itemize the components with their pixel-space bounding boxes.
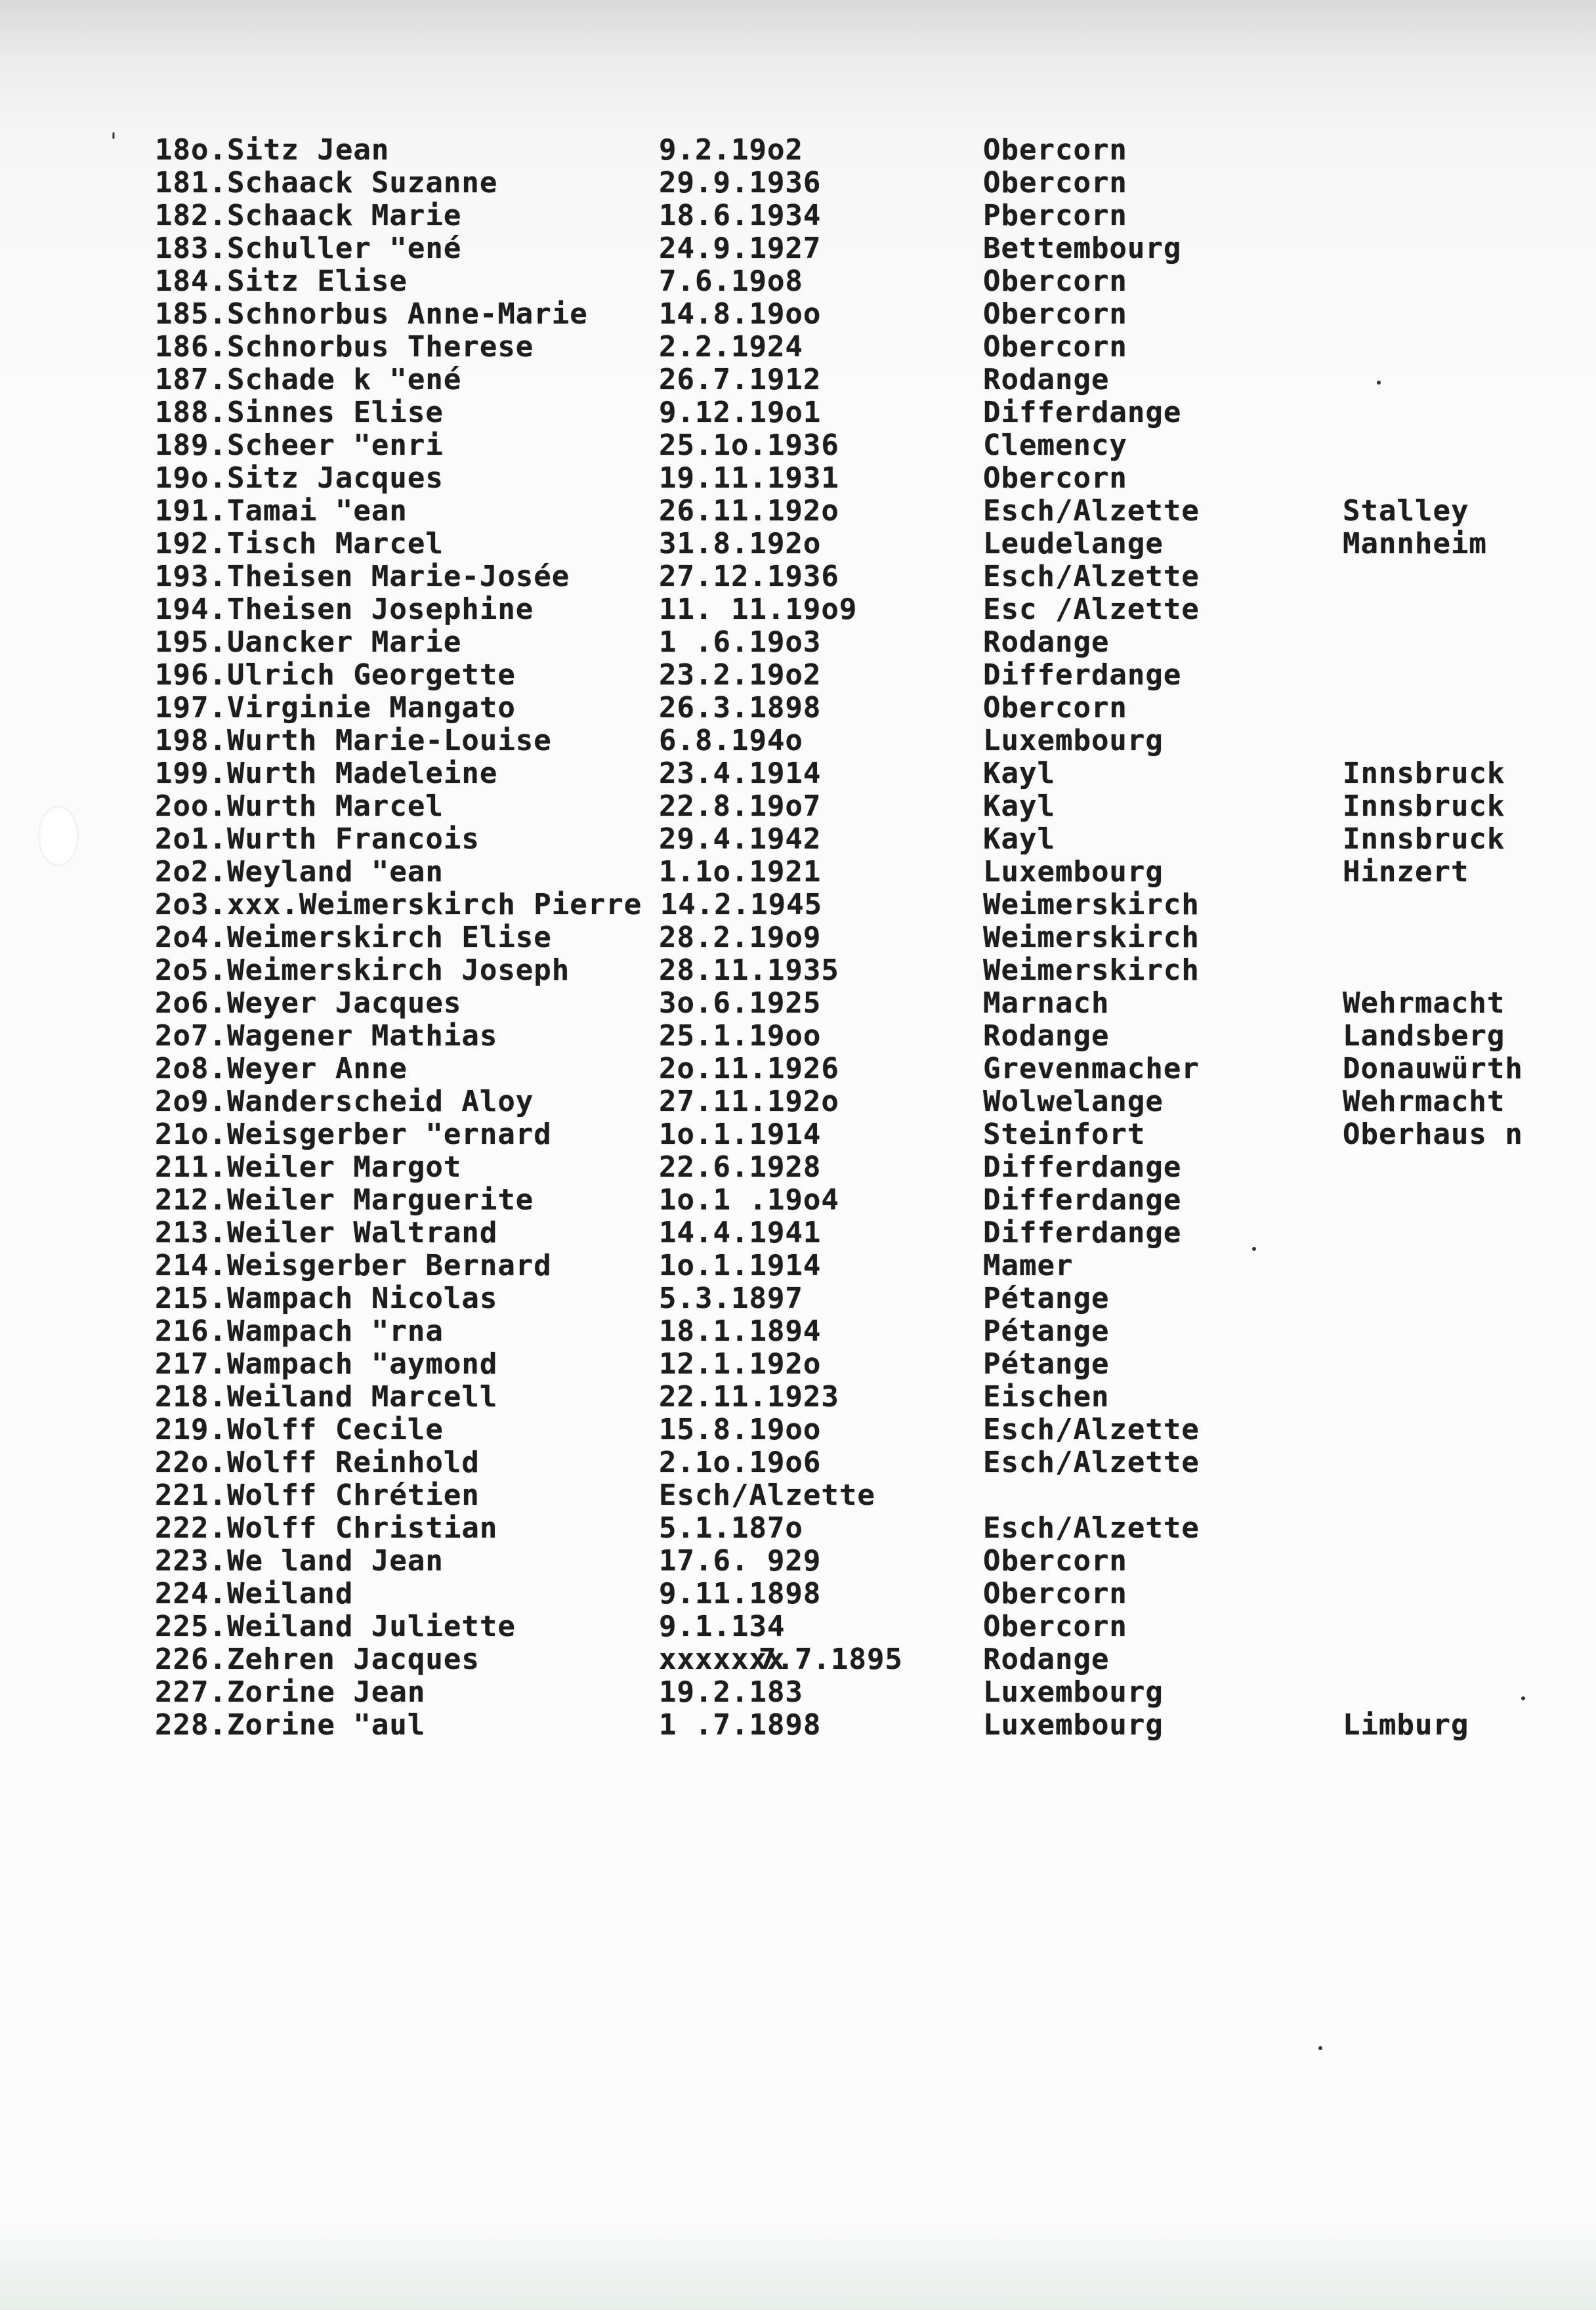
birth-date: 1.1o.1921 <box>659 855 822 889</box>
birth-date: 27.11.192o <box>659 1085 839 1118</box>
birth-date: 9.2.19o2 <box>659 133 803 167</box>
person-name: 2o8.Weyer Anne <box>155 1052 408 1085</box>
birth-date: 18.1.1894 <box>659 1314 822 1348</box>
birth-date: 1o.1 .19o4 <box>659 1183 839 1217</box>
person-name: 189.Scheer "enri <box>155 429 444 462</box>
list-item <box>0 1709 1596 1742</box>
person-name: 21o.Weisgerber "ernard <box>155 1118 552 1151</box>
birth-date: 2.1o.19o6 <box>659 1446 822 1479</box>
birth-date: 1 .6.19o3 <box>659 625 822 659</box>
place: Bettembourg <box>983 232 1182 265</box>
note: Innsbruck <box>1343 757 1505 790</box>
list-item <box>0 1479 1596 1512</box>
person-name: 2o9.Wanderscheid Aloy <box>155 1085 534 1118</box>
birth-date: 5.3.1897 <box>659 1282 803 1315</box>
place: Eischen <box>983 1380 1110 1414</box>
list-item <box>0 593 1596 626</box>
birth-date: 6.8.194o <box>659 724 803 757</box>
list-item <box>0 167 1596 200</box>
list-item <box>0 921 1596 954</box>
place: Pbercorn <box>983 199 1127 232</box>
place: Obercorn <box>983 1577 1127 1610</box>
person-name: 18o.Sitz Jean <box>155 133 390 167</box>
person-name: 188.Sinnes Elise <box>155 396 444 429</box>
birth-date: Esch/Alzette <box>659 1479 875 1512</box>
birth-date: 23.2.19o2 <box>659 658 822 692</box>
person-name: 222.Wolff Christian <box>155 1511 498 1545</box>
birth-date: 25.1o.1936 <box>659 429 839 462</box>
place: Differdange <box>983 1183 1182 1217</box>
person-name: 2o3.xxx.Weimerskirch Pierre 14.2.1945 <box>155 888 823 921</box>
birth-date: 14.4.1941 <box>659 1216 822 1250</box>
birth-date: 22.11.1923 <box>659 1380 839 1414</box>
birth-date: 15.8.19oo <box>659 1413 822 1446</box>
place: Esch/Alzette <box>983 560 1200 593</box>
list-item <box>0 823 1596 856</box>
person-name: 183.Schuller "ené <box>155 232 462 265</box>
note: Innsbruck <box>1343 822 1505 856</box>
birth-date: 27.12.1936 <box>659 560 839 593</box>
note: Hinzert <box>1343 855 1469 889</box>
person-name: 215.Wampach Nicolas <box>155 1282 498 1315</box>
birth-date: 1o.1.1914 <box>659 1118 822 1151</box>
birth-date: 22.6.1928 <box>659 1150 822 1184</box>
place: Rodange <box>983 625 1110 659</box>
place: Pétange <box>983 1282 1110 1315</box>
list-item <box>0 1282 1596 1315</box>
place: Obercorn <box>983 691 1127 724</box>
birth-date: 1 .7.1898 <box>659 1708 822 1742</box>
place: Pétange <box>983 1347 1110 1381</box>
place: Obercorn <box>983 166 1127 200</box>
birth-date: 26.3.1898 <box>659 691 822 724</box>
person-name: 211.Weiler Margot <box>155 1150 462 1184</box>
birth-date: 5.1.187o <box>659 1511 803 1545</box>
person-name: 191.Tamai "ean <box>155 494 408 528</box>
person-name: 185.Schnorbus Anne-Marie <box>155 297 588 331</box>
birth-date: 28.2.19o9 <box>659 921 822 954</box>
birth-date: 24.9.1927 <box>659 232 822 265</box>
list-item <box>0 1512 1596 1545</box>
birth-date: 12.1.192o <box>659 1347 822 1381</box>
list-item <box>0 1545 1596 1578</box>
list-item <box>0 298 1596 331</box>
place: Differdange <box>983 1150 1182 1184</box>
person-name: 212.Weiler Marguerite <box>155 1183 534 1217</box>
person-name: 216.Wampach "rna <box>155 1314 444 1348</box>
note: Innsbruck <box>1343 789 1505 823</box>
birth-date: 29.4.1942 <box>659 822 822 856</box>
list-item <box>0 396 1596 429</box>
place: Kayl <box>983 822 1055 856</box>
place: Weimerskirch <box>983 921 1200 954</box>
person-name: 182.Schaack Marie <box>155 199 462 232</box>
note: Stalley <box>1343 494 1469 528</box>
place: Rodange <box>983 1019 1110 1053</box>
birth-date: 9.11.1898 <box>659 1577 822 1610</box>
birth-date: 28.11.1935 <box>659 954 839 987</box>
list-item <box>0 200 1596 232</box>
place: Rodange <box>983 363 1110 396</box>
place: Clemency <box>983 429 1127 462</box>
list-item <box>0 1414 1596 1446</box>
place: Mamer <box>983 1249 1074 1282</box>
birth-date: 29.9.1936 <box>659 166 822 200</box>
birth-date: 23.4.1914 <box>659 757 822 790</box>
person-name: 198.Wurth Marie-Louise <box>155 724 552 757</box>
person-name: 2oo.Wurth Marcel <box>155 789 444 823</box>
list-item <box>0 1643 1596 1676</box>
birth-date: 19.2.183 <box>659 1675 803 1709</box>
place: Obercorn <box>983 461 1127 495</box>
list-item <box>0 1020 1596 1053</box>
person-name: 184.Sitz Elise <box>155 264 408 298</box>
person-name: 223.We land Jean <box>155 1544 444 1578</box>
person-name: 213.Weiler Waltrand <box>155 1216 498 1250</box>
list-item <box>0 626 1596 659</box>
place: Obercorn <box>983 330 1127 364</box>
list-item <box>0 1315 1596 1348</box>
birth-date: 2o.11.1926 <box>659 1052 839 1085</box>
person-name: 2o5.Weimerskirch Joseph <box>155 954 570 987</box>
person-name: 196.Ulrich Georgette <box>155 658 516 692</box>
place: Weimerskirch <box>983 954 1200 987</box>
list-item <box>0 331 1596 364</box>
place: Rodange <box>983 1643 1110 1676</box>
place: Obercorn <box>983 133 1127 167</box>
birth-date-typed: 7.7.1895 <box>759 1643 903 1676</box>
note: Landsberg <box>1343 1019 1505 1053</box>
place: Wolwelange <box>983 1085 1164 1118</box>
birth-date: 14.8.19oo <box>659 297 822 331</box>
list-item <box>0 1250 1596 1282</box>
place: Weimerskirch <box>983 888 1200 921</box>
list-item <box>0 1184 1596 1217</box>
person-name: 2o6.Weyer Jacques <box>155 986 462 1020</box>
birth-date: 22.8.19o7 <box>659 789 822 823</box>
birth-date: 11. 11.19o9 <box>659 593 858 626</box>
list-item <box>0 232 1596 265</box>
place: Luxembourg <box>983 855 1164 889</box>
list-item <box>0 1085 1596 1118</box>
list-item <box>0 954 1596 987</box>
list-item <box>0 1446 1596 1479</box>
list-item <box>0 1381 1596 1414</box>
place: Esc /Alzette <box>983 593 1200 626</box>
person-name: 194.Theisen Josephine <box>155 593 534 626</box>
person-name: 192.Tisch Marcel <box>155 527 444 560</box>
place: Differdange <box>983 1216 1182 1250</box>
list-item <box>0 757 1596 790</box>
birth-date: xxxxxxx <box>659 1643 786 1676</box>
list-item <box>0 856 1596 889</box>
list-item <box>0 987 1596 1020</box>
person-name: 187.Schade k "ené <box>155 363 462 396</box>
list-item <box>0 1348 1596 1381</box>
place: Kayl <box>983 757 1055 790</box>
list-item <box>0 364 1596 396</box>
person-name: 219.Wolff Cecile <box>155 1413 444 1446</box>
place: Esch/Alzette <box>983 494 1200 528</box>
person-name: 218.Weiland Marcell <box>155 1380 498 1414</box>
place: Obercorn <box>983 297 1127 331</box>
birth-date: 18.6.1934 <box>659 199 822 232</box>
note: Wehrmacht <box>1343 1085 1505 1118</box>
list-item <box>0 1118 1596 1151</box>
birth-date: 19.11.1931 <box>659 461 839 495</box>
birth-date: 17.6. 929 <box>659 1544 822 1578</box>
list-item <box>0 659 1596 692</box>
note: Donauwürth <box>1343 1052 1523 1085</box>
note: Mannheim <box>1343 527 1487 560</box>
place: Luxembourg <box>983 724 1164 757</box>
place: Marnach <box>983 986 1110 1020</box>
person-name: 199.Wurth Madeleine <box>155 757 498 790</box>
list-item <box>0 528 1596 560</box>
list-item <box>0 462 1596 495</box>
place: Luxembourg <box>983 1708 1164 1742</box>
person-name: 225.Weiland Juliette <box>155 1610 516 1643</box>
list-item <box>0 134 1596 167</box>
margin-mark: ' <box>110 129 117 156</box>
place: Esch/Alzette <box>983 1413 1200 1446</box>
person-name: 22o.Wolff Reinhold <box>155 1446 480 1479</box>
list-item <box>0 1217 1596 1250</box>
person-name: 2o2.Weyland "ean <box>155 855 444 889</box>
list-item <box>0 495 1596 528</box>
place: Obercorn <box>983 1610 1127 1643</box>
person-name: 186.Schnorbus Therese <box>155 330 534 364</box>
list-item <box>0 1676 1596 1709</box>
person-name: 217.Wampach "aymond <box>155 1347 498 1381</box>
list-item <box>0 1578 1596 1610</box>
list-item <box>0 1053 1596 1085</box>
list-item <box>0 1151 1596 1184</box>
birth-date: 31.8.192o <box>659 527 822 560</box>
person-name: 193.Theisen Marie-Josée <box>155 560 570 593</box>
place: Esch/Alzette <box>983 1511 1200 1545</box>
person-name: 181.Schaack Suzanne <box>155 166 498 200</box>
person-name: 19o.Sitz Jacques <box>155 461 444 495</box>
note: Oberhaus n <box>1343 1118 1523 1151</box>
person-name: 224.Weiland <box>155 1577 354 1610</box>
person-name: 195.Uancker Marie <box>155 625 462 659</box>
place: Kayl <box>983 789 1055 823</box>
list-item <box>0 560 1596 593</box>
list-item <box>0 692 1596 724</box>
list-item <box>0 265 1596 298</box>
list-item <box>0 889 1596 921</box>
person-name: 226.Zehren Jacques <box>155 1643 480 1676</box>
place: Luxembourg <box>983 1675 1164 1709</box>
birth-date: 3o.6.1925 <box>659 986 822 1020</box>
birth-date: 9.1.134 <box>659 1610 786 1643</box>
place: Esch/Alzette <box>983 1446 1200 1479</box>
place: Leudelange <box>983 527 1164 560</box>
place: Grevenmacher <box>983 1052 1200 1085</box>
person-name: 214.Weisgerber Bernard <box>155 1249 552 1282</box>
birth-date: 26.7.1912 <box>659 363 822 396</box>
person-name: 227.Zorine Jean <box>155 1675 426 1709</box>
birth-date: 7.6.19o8 <box>659 264 803 298</box>
place: Obercorn <box>983 1544 1127 1578</box>
place: Obercorn <box>983 264 1127 298</box>
person-name: 228.Zorine "aul <box>155 1708 426 1742</box>
person-name: 2o7.Wagener Mathias <box>155 1019 498 1053</box>
list-item <box>0 429 1596 462</box>
note: Wehrmacht <box>1343 986 1505 1020</box>
birth-date: 1o.1.1914 <box>659 1249 822 1282</box>
person-name: 197.Virginie Mangato <box>155 691 516 724</box>
note: Limburg <box>1343 1708 1469 1742</box>
place: Differdange <box>983 396 1182 429</box>
birth-date: 2.2.1924 <box>659 330 803 364</box>
list-item <box>0 1610 1596 1643</box>
place: Differdange <box>983 658 1182 692</box>
person-name: 2o4.Weimerskirch Elise <box>155 921 552 954</box>
place: Steinfort <box>983 1118 1146 1151</box>
birth-date: 25.1.19oo <box>659 1019 822 1053</box>
birth-date: 26.11.192o <box>659 494 839 528</box>
list-item <box>0 790 1596 823</box>
place: Pétange <box>983 1314 1110 1348</box>
person-name: 2o1.Wurth Francois <box>155 822 480 856</box>
person-name: 221.Wolff Chrétien <box>155 1479 480 1512</box>
birth-date: 9.12.19o1 <box>659 396 822 429</box>
list-item <box>0 724 1596 757</box>
